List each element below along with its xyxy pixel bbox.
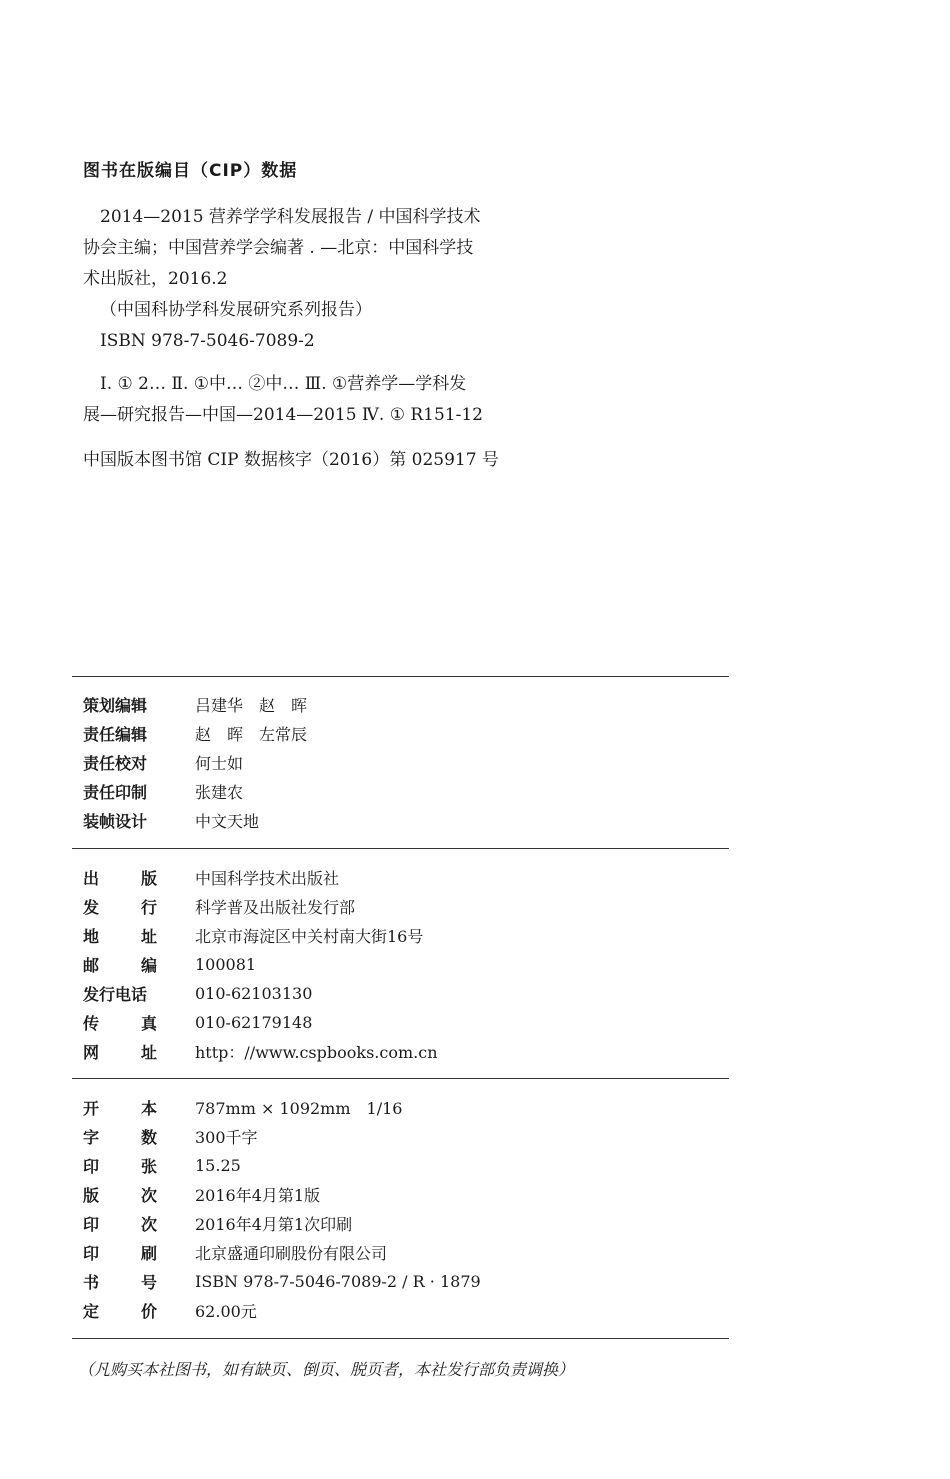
- row-value: 010-62103130: [195, 984, 313, 1003]
- row-value: 300千字: [195, 1128, 258, 1147]
- row-label: 传 真: [83, 1014, 157, 1033]
- row-value: 2016年4月第1次印刷: [195, 1215, 353, 1234]
- row-value: 北京市海淀区中关村南大街16号: [195, 927, 424, 946]
- row-value: 62.00元: [195, 1302, 257, 1321]
- table-row: [83, 806, 703, 835]
- table-row: [83, 979, 703, 1008]
- row-value: http：//www.cspbooks.com.cn: [195, 1043, 438, 1062]
- row-label: 书 号: [83, 1273, 157, 1292]
- row-value: 100081: [195, 955, 257, 974]
- table-row: [83, 1238, 703, 1267]
- cip-line: 2014—2015 营养学学科发展报告 / 中国科学技术: [100, 207, 481, 227]
- row-value: 中国科学技术出版社: [195, 869, 340, 888]
- table-row: [83, 748, 703, 777]
- row-label: 发 行: [83, 898, 157, 917]
- row-label: 印 次: [83, 1215, 157, 1234]
- footer-note: （凡购买本社图书，如有缺页、倒页、脱页者，本社发行部负责调换）: [78, 1360, 575, 1379]
- table-row: [83, 1267, 703, 1296]
- row-label: 印 张: [83, 1157, 157, 1176]
- row-label: 邮 编: [83, 956, 157, 975]
- row-label: 出 版: [83, 869, 157, 888]
- row-label: 网 址: [83, 1043, 157, 1062]
- row-value: ISBN 978-7-5046-7089-2 / R · 1879: [195, 1272, 481, 1291]
- row-label: 印 刷: [83, 1244, 157, 1263]
- table-row: [83, 719, 703, 748]
- row-label: 字 数: [83, 1128, 157, 1147]
- row-label: 发行电话: [83, 985, 148, 1004]
- row-value: 吕建华 赵 晖: [195, 696, 308, 715]
- table-row: [83, 690, 703, 719]
- cip-line: 协会主编；中国营养学会编著 . —北京：中国科学技: [83, 238, 474, 258]
- specs-table: [83, 1093, 703, 1325]
- table-row: [83, 1151, 703, 1180]
- row-label: 责任印制: [83, 783, 148, 802]
- table-row: [83, 892, 703, 921]
- row-value: 787mm × 1092mm 1/16: [195, 1099, 403, 1118]
- table-row: [83, 863, 703, 892]
- row-label: 策划编辑: [83, 696, 148, 715]
- row-label: 责任编辑: [83, 725, 148, 744]
- cip-number: 中国版本图书馆 CIP 数据核字（2016）第 025917 号: [83, 450, 499, 470]
- cip-heading: 图书在版编目（CIP）数据: [83, 161, 298, 181]
- table-row: [83, 1296, 703, 1325]
- table-row: [83, 921, 703, 950]
- row-label: 装帧设计: [83, 812, 148, 831]
- row-label: 版 次: [83, 1186, 157, 1205]
- divider: [72, 676, 729, 677]
- table-row: [83, 1037, 703, 1066]
- publisher-table: [83, 863, 703, 1066]
- table-row: [83, 950, 703, 979]
- row-value: 科学普及出版社发行部: [195, 898, 356, 917]
- row-value: 北京盛通印刷股份有限公司: [195, 1244, 388, 1263]
- table-row: [83, 1122, 703, 1151]
- divider: [72, 1338, 729, 1339]
- cip-line: 术出版社，2016.2: [83, 269, 228, 289]
- row-value: 2016年4月第1版: [195, 1186, 321, 1205]
- cip-line: （中国科协学科发展研究系列报告）: [100, 300, 372, 320]
- row-label: 开 本: [83, 1099, 157, 1118]
- row-label: 责任校对: [83, 754, 148, 773]
- row-label: 定 价: [83, 1302, 157, 1321]
- row-value: 赵 晖 左常辰: [195, 725, 308, 744]
- table-row: [83, 1180, 703, 1209]
- row-value: 010-62179148: [195, 1013, 313, 1032]
- row-value: 张建农: [195, 783, 244, 802]
- row-value: 15.25: [195, 1156, 241, 1175]
- row-label: 地 址: [83, 927, 157, 946]
- table-row: [83, 1209, 703, 1238]
- table-row: [83, 777, 703, 806]
- editors-table: [83, 690, 703, 835]
- row-value: 中文天地: [195, 812, 260, 831]
- cip-classification: [83, 369, 563, 431]
- divider: [72, 848, 729, 849]
- cip-line: Ⅰ. ① 2… Ⅱ. ①中… ②中… Ⅲ. ①营养学—学科发: [100, 374, 467, 394]
- table-row: [83, 1093, 703, 1122]
- divider: [72, 1078, 729, 1079]
- cip-line: ISBN 978-7-5046-7089-2: [100, 331, 315, 351]
- cip-description: [83, 202, 563, 357]
- cip-line: 展—研究报告—中国—2014—2015 Ⅳ. ① R151-12: [83, 405, 483, 425]
- table-row: [83, 1008, 703, 1037]
- row-value: 何士如: [195, 754, 244, 773]
